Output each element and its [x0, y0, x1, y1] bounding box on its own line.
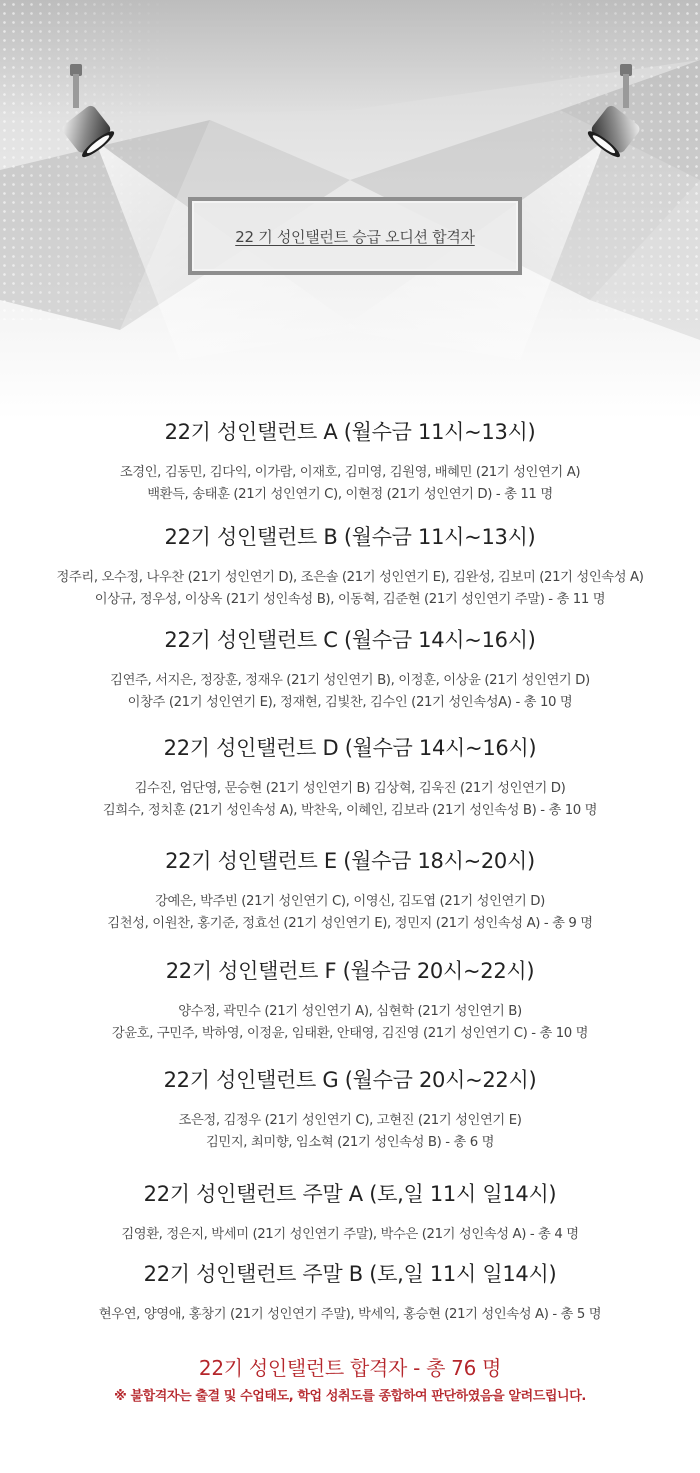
hero-banner: [0, 0, 700, 420]
group-heading: 22기 성인탤런트 주말 A (토,일 11시 일14시): [143, 1182, 557, 1206]
group-line: 김영환, 정은지, 박세미 (21기 성인연기 주말), 박수은 (21기 성인속성 A) - 총 4 명: [121, 1227, 579, 1242]
group-line: 백환득, 송태훈 (21기 성인연기 C), 이현정 (21기 성인연기 D) - 총 11 명: [147, 487, 553, 502]
group-heading: 22기 성인탤런트 E (월수금 18시~20시): [165, 849, 535, 873]
group-weekend-b: [0, 1260, 700, 1326]
group-g: [0, 1066, 700, 1154]
group-a: [0, 418, 700, 506]
group-line: 이창주 (21기 성인연기 E), 정재현, 김빛찬, 김수인 (21기 성인속성A) - 총 10 명: [127, 695, 573, 710]
group-c: [0, 626, 700, 714]
group-heading: 22기 성인탤런트 C (월수금 14시~16시): [164, 628, 536, 652]
page-title: 22 기 성인탤런트 승급 오디션 합격자: [235, 227, 475, 246]
group-heading: 22기 성인탤런트 B (월수금 11시~13시): [164, 525, 536, 549]
group-b: [0, 523, 700, 611]
group-line: 김수진, 엄단영, 문승현 (21기 성인연기 B) 김상혁, 김욱진 (21기 성인연기 D): [134, 781, 566, 796]
group-line: 김희수, 정치훈 (21기 성인속성 A), 박찬욱, 이혜인, 김보라 (21기 성인속성 B) - 총 10 명: [102, 803, 598, 818]
group-line: 현우연, 양영애, 홍창기 (21기 성인연기 주말), 박세익, 홍승현 (21기 성인속성 A) - 총 5 명: [98, 1307, 602, 1322]
group-line: 강윤호, 구민주, 박하영, 이정윤, 임태환, 안태영, 김진영 (21기 성인연기 C) - 총 10 명: [111, 1026, 589, 1041]
group-line: 정주리, 오수정, 나우찬 (21기 성인연기 D), 조은솔 (21기 성인연기 E), 김완성, 김보미 (21기 성인속성 A): [56, 570, 644, 585]
group-line: 이상규, 정우성, 이상옥 (21기 성인속성 B), 이동혁, 김준현 (21기 성인연기 주말) - 총 11 명: [94, 592, 606, 607]
group-line: 김민지, 최미향, 임소혁 (21기 성인속성 B) - 총 6 명: [205, 1135, 495, 1150]
spotlight-right-icon: [580, 60, 650, 170]
group-heading: 22기 성인탤런트 G (월수금 20시~22시): [163, 1068, 537, 1092]
group-line: 강예은, 박주빈 (21기 성인연기 C), 이영신, 김도엽 (21기 성인연기 D): [155, 894, 545, 909]
group-e: [0, 847, 700, 935]
group-line: 조경인, 김동민, 김다익, 이가람, 이재호, 김미영, 김원영, 배혜민 (21기 성인연기 A): [119, 465, 581, 480]
group-line: 김연주, 서지은, 정장훈, 정재우 (21기 성인연기 B), 이정훈, 이상윤 (21기 성인연기 D): [110, 673, 590, 688]
spotlight-left-icon: [52, 60, 122, 170]
group-heading: 22기 성인탤런트 D (월수금 14시~16시): [163, 736, 537, 760]
group-f: [0, 957, 700, 1045]
group-weekend-a: [0, 1180, 700, 1246]
group-heading: 22기 성인탤런트 A (월수금 11시~13시): [164, 420, 536, 444]
title-box: [188, 197, 522, 275]
group-line: 양수정, 곽민수 (21기 성인연기 A), 심현학 (21기 성인연기 B): [178, 1004, 522, 1019]
group-heading: 22기 성인탤런트 F (월수금 20시~22시): [165, 959, 535, 983]
group-line: 조은정, 김정우 (21기 성인연기 C), 고현진 (21기 성인연기 E): [178, 1113, 522, 1128]
group-heading: 22기 성인탤런트 주말 B (토,일 11시 일14시): [143, 1262, 557, 1286]
notice-text: ※ 불합격자는 출결 및 수업태도, 학업 성취도를 종합하여 판단하였음을 알려드립니다.: [114, 1389, 586, 1404]
total-count: 22기 성인탤런트 합격자 - 총 76 명: [198, 1356, 502, 1380]
group-d: [0, 734, 700, 822]
group-line: 김천성, 이원찬, 홍기준, 정효선 (21기 성인연기 E), 정민지 (21기 성인속성 A) - 총 9 명: [107, 916, 593, 931]
